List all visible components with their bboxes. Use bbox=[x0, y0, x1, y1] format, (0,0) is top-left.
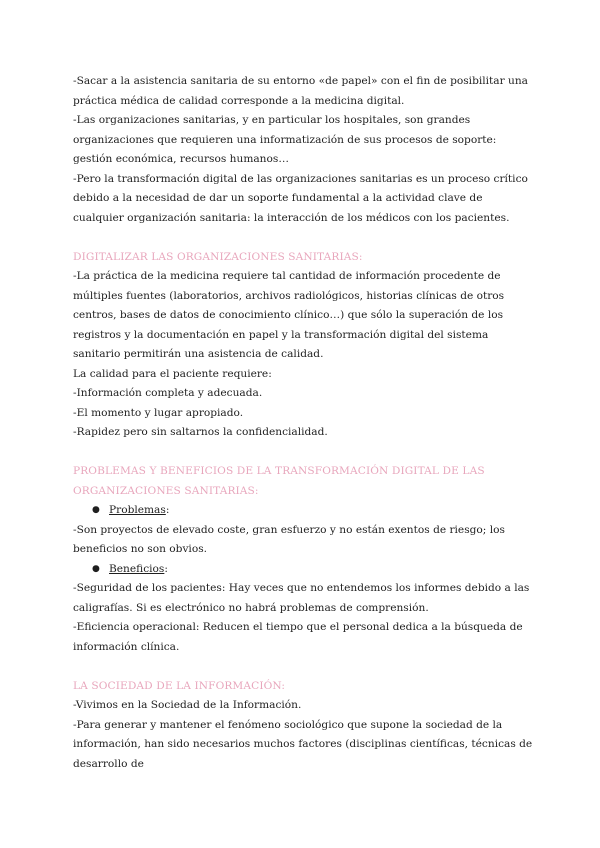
section-heading-sociedad-informacion: LA SOCIEDAD DE LA INFORMACIÓN: bbox=[73, 679, 286, 692]
bullet-dot-icon: ● bbox=[92, 563, 100, 574]
bullet-label-beneficios: Beneficios bbox=[109, 562, 165, 575]
section1-paragraph-5: -Rapidez pero sin saltarnos la confidencialidad. bbox=[73, 426, 328, 438]
document-page bbox=[73, 72, 533, 774]
section1-paragraph-1: -La práctica de la medicina requiere tal cantidad de información procedente de múltiples fuentes (laboratorios, archivos radiológicos, historias clínicas de otros centros, bases de datos de conocimiento clínico…) que sólo la superación de los registros y la documentación en papel y la transformación digital del sistema sanitario permitirán una asistencia de calidad. bbox=[73, 270, 505, 360]
intro-paragraph-1: -Sacar a la asistencia sanitaria de su entorno «de papel» con el fin de posibilitar una práctica médica de calidad corresponde a la medicina digital. bbox=[73, 75, 528, 107]
section1-paragraph-3: -Información completa y adecuada. bbox=[73, 387, 263, 399]
section2-paragraph-2: -Seguridad de los pacientes: Hay veces que no entendemos los informes debido a las caligrafías. Si es electrónico no habrá problemas de comprensión. bbox=[73, 582, 530, 614]
section-heading-digitalizar: DIGITALIZAR LAS ORGANIZACIONES SANITARIAS: bbox=[73, 250, 363, 263]
section2-paragraph-3: -Eficiencia operacional: Reducen el tiempo que el personal dedica a la búsqueda de información clínica. bbox=[73, 621, 523, 653]
section1-paragraph-4: -El momento y lugar apropiado. bbox=[73, 406, 244, 419]
intro-paragraph-3: -Pero la transformación digital de las organizaciones sanitarias es un proceso crítico debido a la necesidad de dar un soporte fundamental a la actividad clave de cualquier organización sanitaria: la interacción de los médicos con los pacientes. bbox=[73, 172, 528, 224]
bullet-colon: : bbox=[165, 504, 170, 516]
section2-paragraph-1: -Son proyectos de elevado coste, gran esfuerzo y no están exentos de riesgo; los beneficios no son obvios. bbox=[73, 523, 505, 555]
section1-paragraph-2: La calidad para el paciente requiere: bbox=[73, 367, 272, 380]
intro-paragraph-2: -Las organizaciones sanitarias, y en particular los hospitales, son grandes organizaciones que requieren una informatización de sus procesos de soporte: gestión económica, recursos humanos… bbox=[73, 114, 497, 165]
bullet-colon: : bbox=[164, 562, 168, 575]
section3-paragraph-2: -Para generar y mantener el fenómeno sociológico que supone la sociedad de la información, han sido necesarios muchos factores (disciplinas científicas, técnicas de desarrollo de bbox=[73, 718, 533, 770]
bullet-dot-icon: ● bbox=[92, 505, 100, 515]
section3-paragraph-1: -Vivimos en la Sociedad de la Información. bbox=[73, 699, 302, 711]
bullet-beneficios bbox=[73, 560, 533, 580]
section-heading-problemas-beneficios: PROBLEMAS Y BENEFICIOS DE LA TRANSFORMACIÓN DIGITAL DE LAS ORGANIZACIONES SANITARIAS: bbox=[73, 465, 485, 497]
bullet-problemas bbox=[73, 501, 533, 521]
bullet-label-problemas: Problemas bbox=[109, 504, 166, 516]
